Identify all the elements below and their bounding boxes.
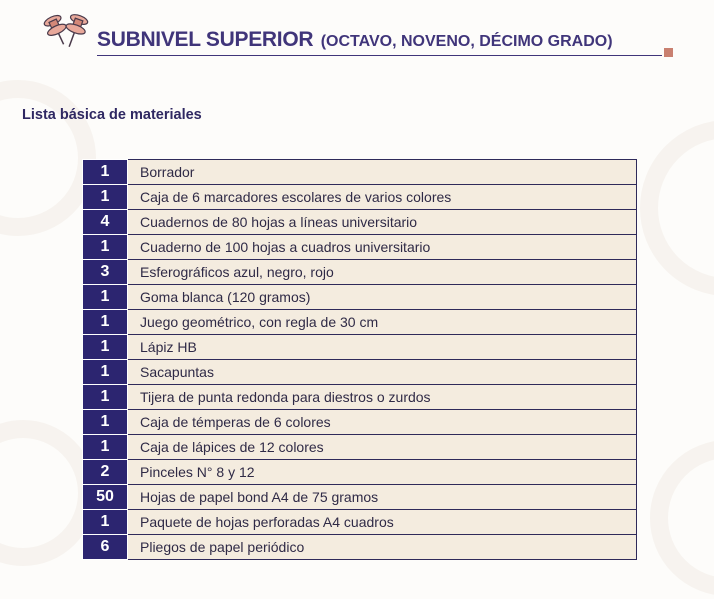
item-cell: Juego geométrico, con regla de 30 cm [128, 310, 637, 335]
table-row [83, 210, 637, 235]
quantity-cell: 1 [83, 360, 128, 385]
quantity-cell: 1 [83, 410, 128, 435]
background-pattern [650, 440, 714, 596]
background-pattern [640, 120, 714, 296]
materials-list [83, 160, 637, 560]
table-row [83, 410, 637, 435]
quantity-cell: 1 [83, 510, 128, 535]
table-row [83, 335, 637, 360]
item-cell: Cuaderno de 100 hojas a cuadros universitario [128, 235, 637, 260]
title-main: SUBNIVEL SUPERIOR [97, 28, 314, 51]
title-underline [97, 55, 662, 56]
table-row [83, 310, 637, 335]
table-row [83, 385, 637, 410]
table-row [83, 160, 637, 185]
quantity-cell: 2 [83, 460, 128, 485]
item-cell: Hojas de papel bond A4 de 75 gramos [128, 485, 637, 510]
push-pins-icon [40, 10, 92, 54]
page-title [97, 28, 613, 52]
quantity-cell: 1 [83, 235, 128, 260]
table-row [83, 185, 637, 210]
quantity-cell: 50 [83, 485, 128, 510]
item-cell: Caja de 6 marcadores escolares de varios colores [128, 185, 637, 210]
item-cell: Cuadernos de 80 hojas a líneas universitario [128, 210, 637, 235]
item-cell: Borrador [128, 160, 637, 185]
table-row [83, 360, 637, 385]
item-cell: Caja de témperas de 6 colores [128, 410, 637, 435]
materials-table [82, 159, 637, 560]
table-row [83, 260, 637, 285]
quantity-cell: 1 [83, 310, 128, 335]
table-row [83, 435, 637, 460]
item-cell: Pinceles N° 8 y 12 [128, 460, 637, 485]
item-cell: Lápiz HB [128, 335, 637, 360]
table-row [83, 485, 637, 510]
item-cell: Tijera de punta redonda para diestros o zurdos [128, 385, 637, 410]
page-header [0, 0, 714, 70]
table-row [83, 460, 637, 485]
item-cell: Sacapuntas [128, 360, 637, 385]
quantity-cell: 3 [83, 260, 128, 285]
table-row [83, 285, 637, 310]
item-cell: Paquete de hojas perforadas A4 cuadros [128, 510, 637, 535]
item-cell: Esferográficos azul, negro, rojo [128, 260, 637, 285]
item-cell: Caja de lápices de 12 colores [128, 435, 637, 460]
quantity-cell: 1 [83, 160, 128, 185]
item-cell: Pliegos de papel periódico [128, 535, 637, 560]
quantity-cell: 1 [83, 185, 128, 210]
title-subtitle: (OCTAVO, NOVENO, DÉCIMO GRADO) [320, 33, 613, 50]
item-cell: Goma blanca (120 gramos) [128, 285, 637, 310]
quantity-cell: 6 [83, 535, 128, 560]
table-row [83, 510, 637, 535]
table-row [83, 535, 637, 560]
quantity-cell: 1 [83, 335, 128, 360]
quantity-cell: 4 [83, 210, 128, 235]
table-row [83, 235, 637, 260]
quantity-cell: 1 [83, 435, 128, 460]
section-title: Lista básica de materiales [22, 107, 202, 123]
quantity-cell: 1 [83, 285, 128, 310]
accent-square [664, 48, 673, 57]
quantity-cell: 1 [83, 385, 128, 410]
